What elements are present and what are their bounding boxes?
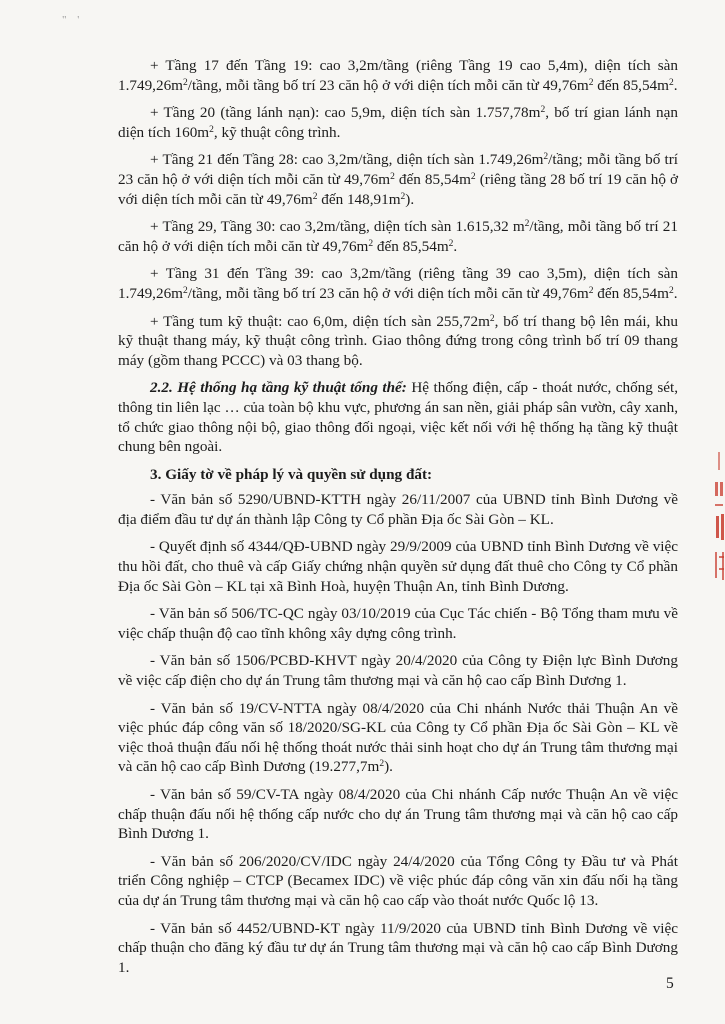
scan-mark: " ' <box>62 14 84 26</box>
superscript: 2 <box>182 77 188 88</box>
superscript: 2 <box>182 285 188 296</box>
paragraph-p5 <box>118 264 678 303</box>
section-heading: 3. Giấy tờ về pháp lý và quyền sử dụng đất: <box>150 465 433 483</box>
text-run: - Văn bản số 4452/UBND-KT ngày 11/9/2020 của UBND tỉnh Bình Dương về việc chấp thuận cho đăng ký đầu tư dự án Trung tâm thương mại và căn hộ cao cấp Bình Dương 1. <box>118 919 678 976</box>
paragraph-p1 <box>118 56 678 95</box>
page-number: 5 <box>666 975 674 992</box>
superscript: 2 <box>390 171 395 182</box>
text-run: /tầng, mỗi tầng bố trí 21 căn hộ ở với diện tích mỗi căn từ 49,76m <box>118 218 678 255</box>
superscript: 2 <box>540 105 546 116</box>
paragraph-p14 <box>118 785 678 844</box>
text-run: Hệ thống điện, cấp - thoát nước, chống sét, thông tin liên lạc … của toàn bộ khu vực, phương án san nền, giải pháp sân vườn, cây xanh, tổ chức giao thông nội bộ, giao thông đối ngoại, việc kết nối với hệ thống hạ tầng kỹ thuật chung bên ngoài. <box>118 379 678 456</box>
text-run: - Văn bản số 59/CV-TA ngày 08/4/2020 của Chi nhánh Cấp nước Thuận An về việc chấp thuận đấu nối hệ thống cấp nước cho dự án Trung tâm thương mại và căn hộ cao cấp Bình Dương 1. <box>118 786 678 843</box>
red-stamp-edge <box>709 452 725 592</box>
superscript: 2 <box>588 77 594 88</box>
text-run: - Văn bản số 1506/PCBD-KHVT ngày 20/4/2020 của Công ty Điện lực Bình Dương về việc cấp điện cho dự án Trung tâm thương mại và căn hộ cao cấp Bình Dương 1. <box>118 652 678 690</box>
superscript: 2 <box>524 219 530 230</box>
text-run: , bố trí thang bộ lên mái, khu kỹ thuật thang máy, kỹ thuật công trình. Giao thông đứng trong công trình bố trí 09 thang máy (gồm thang PCCC) và 03 thang bộ. <box>118 312 678 369</box>
paragraph-p16 <box>118 919 678 978</box>
superscript: 2 <box>448 238 454 249</box>
text-run: - Văn bản số 19/CV-NTTA ngày 08/4/2020 của Chi nhánh Nước thải Thuận An về việc phúc đáp công văn số 18/2020/SG-KL của Công ty Cổ phần Địa ốc Sài Gòn – KL về việc thoả thuận đấu nối hệ thống thoát nước thải sinh hoạt cho dự án Trung tâm thương mại và căn hộ cao cấp Bình Dương (19.277,7m <box>118 699 678 776</box>
superscript: 2 <box>588 285 594 296</box>
text-run: - Văn bản số 206/2020/CV/IDC ngày 24/4/2020 của Tổng Công ty Đầu tư và Phát triển Công nghiệp – CTCP (Becamex IDC) về việc phúc đáp công văn xin đấu nối hạ tầng của dự án Trung tâm thương mại và căn hộ cao cấp vào thoát nước Quốc lộ 13. <box>118 852 678 909</box>
text-run: /tầng, mỗi tầng bố trí 23 căn hộ ở với diện tích mỗi căn từ 49,76m <box>187 284 589 302</box>
text-run: + Tầng 20 (tầng lánh nạn): cao 5,9m, diện tích sàn 1.757,78m <box>150 104 541 122</box>
paragraph-p11 <box>118 604 678 643</box>
paragraph-p9 <box>118 490 678 529</box>
text-run: ). <box>405 190 415 208</box>
superscript: 2 <box>668 285 674 296</box>
text-run: , kỹ thuật công trình. <box>213 123 341 141</box>
paragraph-p2 <box>118 103 678 142</box>
superscript: 2 <box>368 238 374 249</box>
section-heading: 2.2. Hệ thống hạ tầng kỹ thuật tổng thể: <box>150 379 407 397</box>
paragraph-p8 <box>118 465 678 485</box>
text-run: - Quyết định số 4344/QĐ-UBND ngày 29/9/2009 của UBND tỉnh Bình Dương về việc thu hồi đất, cho thuê và cấp Giấy chứng nhận quyền sử dụng đất thuê cho Công ty Cổ phần Địa ốc Sài Gòn – KL tại xã Bình Hoà, huyện Thuận An, tỉnh Bình Dương. <box>118 538 678 595</box>
paragraph-p6 <box>118 312 678 371</box>
text-run: + Tầng 17 đến Tầng 19: cao 3,2m/tầng (riêng Tầng 19 cao 5,4m), diện tích sàn 1.749,26m <box>118 57 678 94</box>
text-run: . <box>673 76 678 94</box>
superscript: 2 <box>312 191 318 202</box>
text-run: đến 85,54m <box>394 170 471 188</box>
paragraph-p7 <box>118 378 678 456</box>
text-run: + Tầng 21 đến Tầng 28: cao 3,2m/tầng, diện tích sàn 1.749,26m <box>150 151 544 169</box>
text-run: , bố trí gian lánh nạn diện tích 160m <box>118 104 678 141</box>
text-run: đến 85,54m <box>373 237 449 255</box>
text-run: . <box>673 284 678 302</box>
paragraph-p3 <box>118 150 678 209</box>
paragraph-p4 <box>118 217 678 256</box>
text-run: (riêng tầng 28 bố trí 19 căn hộ ở với diện tích mỗi căn từ 49,76m <box>118 170 679 208</box>
text-run: - Văn bản số 5290/UBND-KTTH ngày 26/11/2007 của UBND tỉnh Bình Dương về địa điểm đầu tư dự án thành lập Công ty Cổ phần Địa ốc Sài Gòn – KL. <box>118 491 678 528</box>
superscript: 2 <box>470 171 476 182</box>
text-run: + Tầng tum kỹ thuật: cao 6,0m, diện tích sàn 255,72m <box>150 312 490 330</box>
superscript: 2 <box>668 77 674 88</box>
text-run: /tầng; mỗi tầng bố trí 23 căn hộ ở với diện tích mỗi căn từ 49,76m <box>118 151 679 188</box>
text-run: ). <box>384 758 393 776</box>
paragraph-p10 <box>118 537 678 596</box>
text-run: + Tầng 31 đến Tầng 39: cao 3,2m/tầng (riêng tầng 39 cao 3,5m), diện tích sàn 1.749,26m <box>118 265 678 302</box>
superscript: 2 <box>379 759 385 770</box>
text-run: + Tầng 29, Tầng 30: cao 3,2m/tầng, diện tích sàn 1.615,32 m <box>150 218 525 236</box>
text-run: đến 148,91m <box>317 190 401 208</box>
text-run: đến 85,54m <box>593 76 669 94</box>
superscript: 2 <box>489 313 495 324</box>
paragraph-p12 <box>118 651 678 690</box>
superscript: 2 <box>400 191 406 202</box>
text-run: . <box>453 237 458 255</box>
superscript: 2 <box>543 152 549 163</box>
superscript: 2 <box>209 124 214 135</box>
text-run: - Văn bản số 506/TC-QC ngày 03/10/2019 của Cục Tác chiến - Bộ Tổng tham mưu về việc chấp thuận độ cao tĩnh không xây dựng công trình. <box>118 605 678 642</box>
paragraph-p13 <box>118 699 678 777</box>
text-run: đến 85,54m <box>593 284 669 302</box>
document-body <box>118 56 678 985</box>
paragraph-p15 <box>118 852 678 911</box>
text-run: /tầng, mỗi tầng bố trí 23 căn hộ ở với diện tích mỗi căn từ 49,76m <box>187 76 589 94</box>
